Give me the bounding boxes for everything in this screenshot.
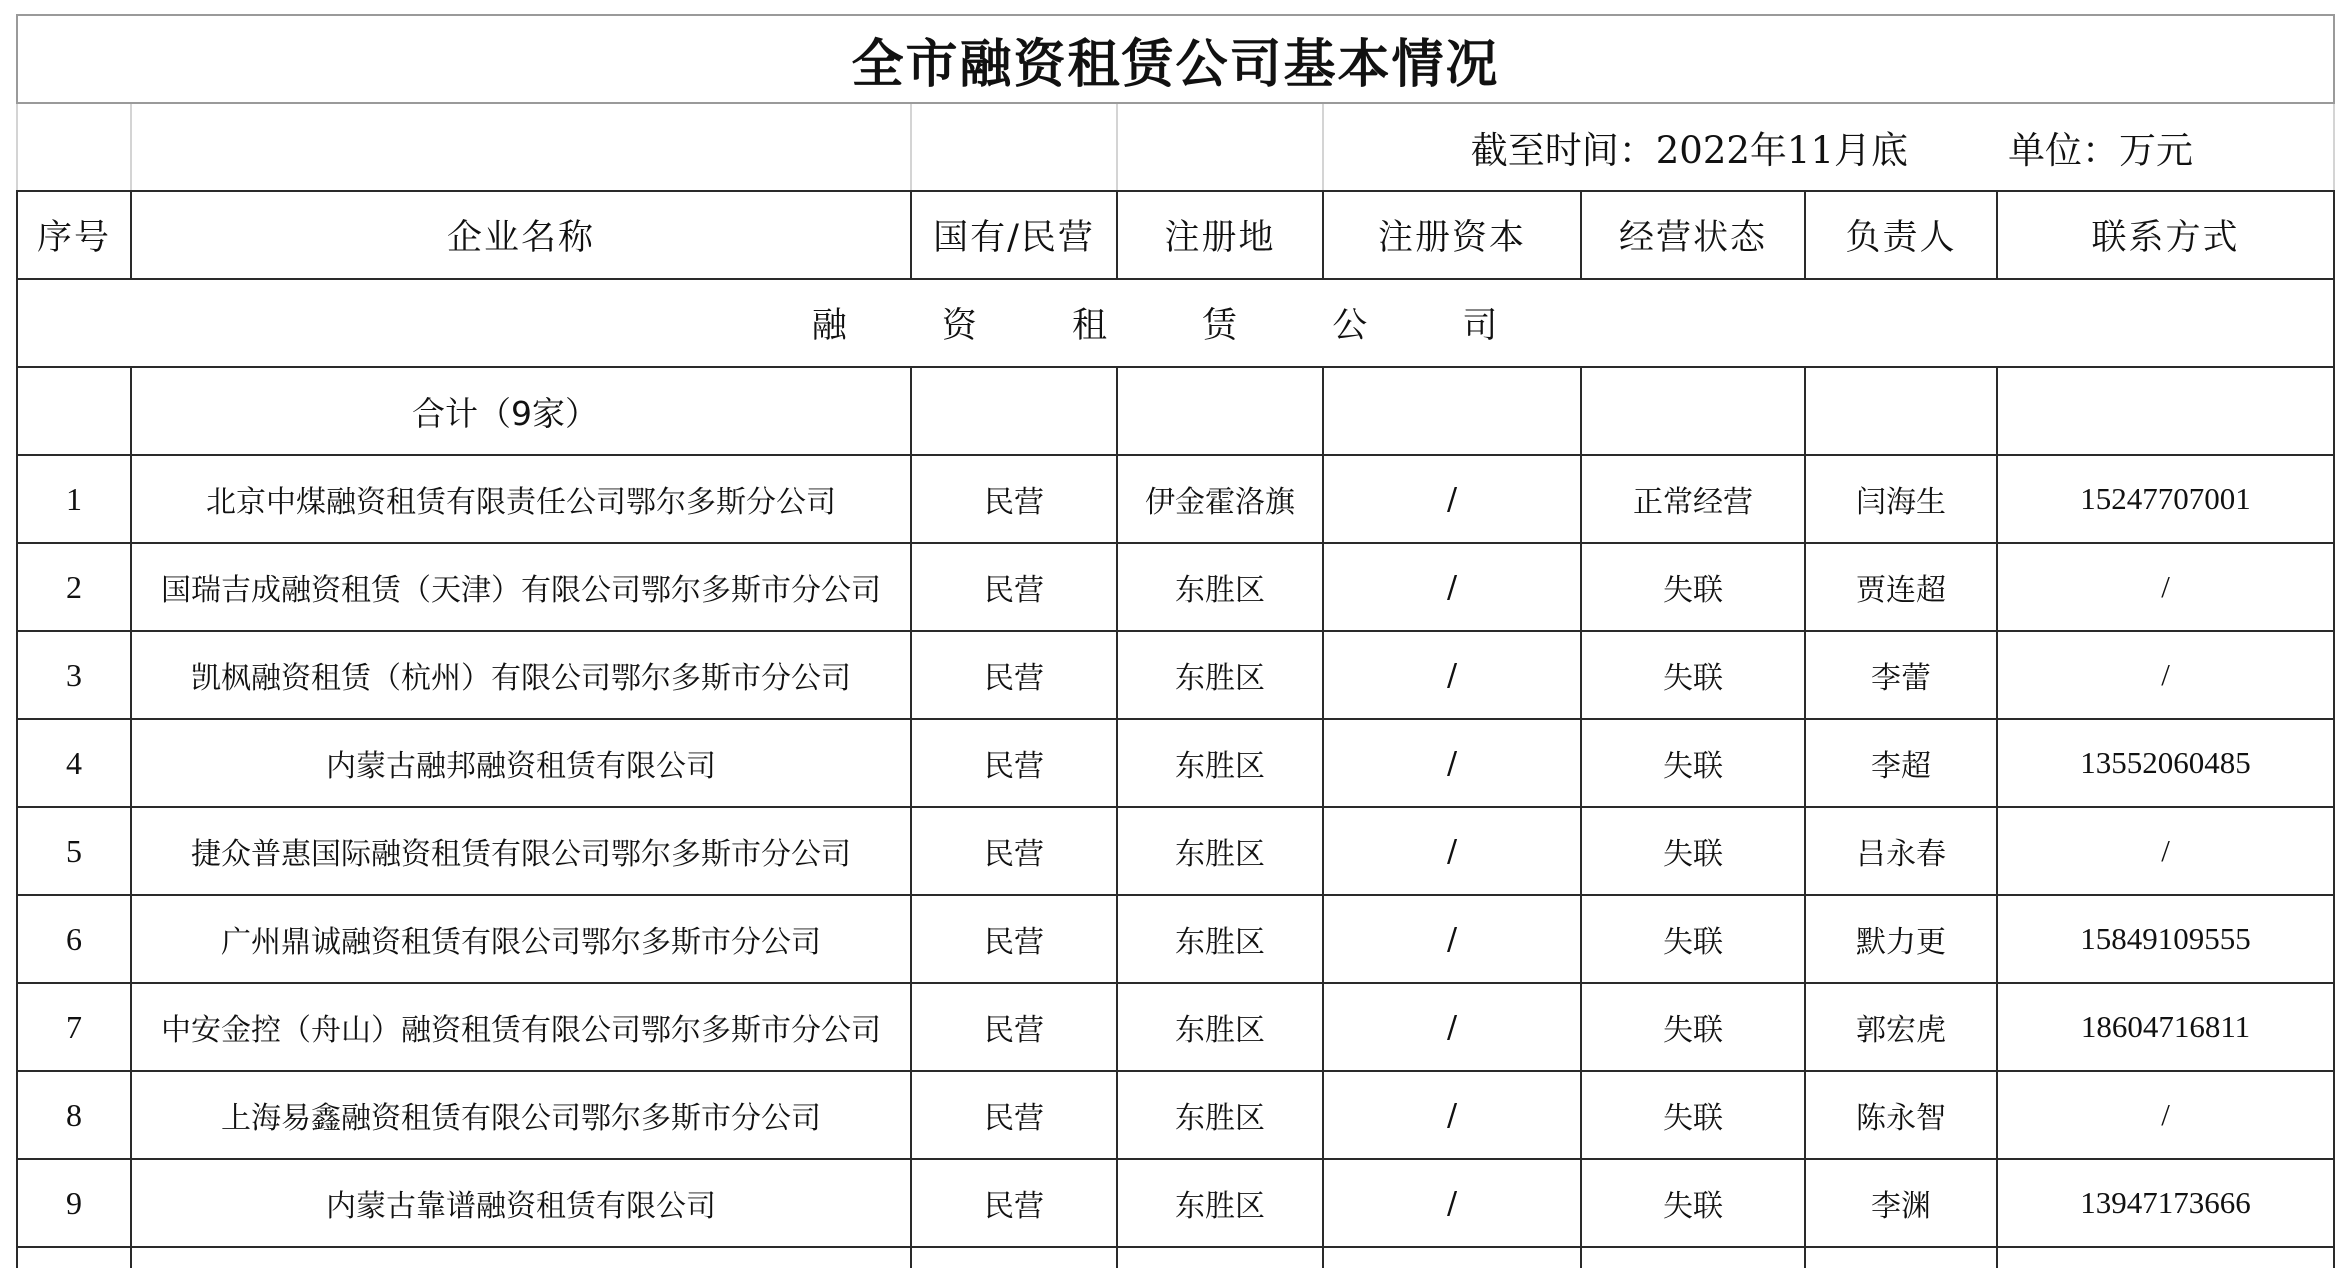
- empty-cell: [1323, 1247, 1581, 1268]
- seq-cell: 4: [17, 719, 131, 807]
- company-name-cell: 凯枫融资租赁（杭州）有限公司鄂尔多斯市分公司: [131, 631, 911, 719]
- empty-cell: [1117, 1247, 1323, 1268]
- contact-cell: 15247707001: [1997, 455, 2334, 543]
- seq-cell: 9: [17, 1159, 131, 1247]
- capital-cell: /: [1323, 631, 1581, 719]
- empty-cell: [911, 1247, 1117, 1268]
- empty-cell: [131, 1247, 911, 1268]
- capital-cell: /: [1323, 455, 1581, 543]
- column-header: 经营状态: [1581, 191, 1805, 279]
- status-cell: 失联: [1581, 983, 1805, 1071]
- empty-cell: [17, 1247, 131, 1268]
- seq-cell: 1: [17, 455, 131, 543]
- ownership-cell: 民营: [911, 1159, 1117, 1247]
- capital-cell: /: [1323, 895, 1581, 983]
- table-row: [17, 807, 2334, 895]
- ownership-cell: 民营: [911, 1071, 1117, 1159]
- status-cell: 失联: [1581, 1159, 1805, 1247]
- person-cell: 陈永智: [1805, 1071, 1997, 1159]
- company-name-cell: 国瑞吉成融资租赁（天津）有限公司鄂尔多斯市分公司: [131, 543, 911, 631]
- status-cell: 正常经营: [1581, 455, 1805, 543]
- company-name-cell: 中安金控（舟山）融资租赁有限公司鄂尔多斯市分公司: [131, 983, 911, 1071]
- empty-cell: [17, 103, 131, 191]
- table-row: [17, 631, 2334, 719]
- person-cell: 吕永春: [1805, 807, 1997, 895]
- location-cell: 东胜区: [1117, 983, 1323, 1071]
- header-row: [17, 191, 2334, 279]
- company-name-cell: 北京中煤融资租赁有限责任公司鄂尔多斯分公司: [131, 455, 911, 543]
- location-cell: 东胜区: [1117, 719, 1323, 807]
- person-cell: 李蕾: [1805, 631, 1997, 719]
- ownership-cell: 民营: [911, 631, 1117, 719]
- table-row: [17, 719, 2334, 807]
- capital-cell: /: [1323, 543, 1581, 631]
- person-cell: 李渊: [1805, 1159, 1997, 1247]
- status-cell: 失联: [1581, 719, 1805, 807]
- company-table: [16, 14, 2335, 1268]
- info-cell: [1323, 103, 2334, 191]
- ownership-cell: 民营: [911, 983, 1117, 1071]
- contact-cell: /: [1997, 543, 2334, 631]
- table-row: [17, 1071, 2334, 1159]
- capital-cell: /: [1323, 807, 1581, 895]
- contact-cell: 13552060485: [1997, 719, 2334, 807]
- seq-cell: 6: [17, 895, 131, 983]
- column-header: 注册地: [1117, 191, 1323, 279]
- empty-cell: [1997, 367, 2334, 455]
- empty-cell: [911, 367, 1117, 455]
- ownership-cell: 民营: [911, 807, 1117, 895]
- company-name-cell: 捷众普惠国际融资租赁有限公司鄂尔多斯市分公司: [131, 807, 911, 895]
- seq-cell: 7: [17, 983, 131, 1071]
- contact-cell: 15849109555: [1997, 895, 2334, 983]
- ownership-cell: 民营: [911, 719, 1117, 807]
- empty-cell: [131, 103, 911, 191]
- contact-cell: /: [1997, 807, 2334, 895]
- location-cell: 东胜区: [1117, 1159, 1323, 1247]
- empty-cell: [17, 367, 131, 455]
- total-row: [17, 367, 2334, 455]
- capital-cell: /: [1323, 983, 1581, 1071]
- column-header: 联系方式: [1997, 191, 2334, 279]
- capital-cell: /: [1323, 719, 1581, 807]
- contact-cell: /: [1997, 631, 2334, 719]
- table-row: [17, 895, 2334, 983]
- empty-cell: [1117, 367, 1323, 455]
- status-cell: 失联: [1581, 1071, 1805, 1159]
- total-label: 合计（9家）: [131, 367, 911, 455]
- column-header: 注册资本: [1323, 191, 1581, 279]
- page-title: 全市融资租赁公司基本情况: [17, 15, 2334, 103]
- ownership-cell: 民营: [911, 543, 1117, 631]
- table-tail: [17, 1247, 2334, 1268]
- contact-cell: 18604716811: [1997, 983, 2334, 1071]
- table-row: [17, 983, 2334, 1071]
- location-cell: 东胜区: [1117, 543, 1323, 631]
- section-title: 融 资 租 赁 公 司: [17, 279, 2334, 367]
- empty-cell: [1997, 1247, 2334, 1268]
- column-header: 国有/民营: [911, 191, 1117, 279]
- seq-cell: 2: [17, 543, 131, 631]
- empty-cell: [1581, 1247, 1805, 1268]
- capital-cell: /: [1323, 1159, 1581, 1247]
- column-header: 负责人: [1805, 191, 1997, 279]
- location-cell: 东胜区: [1117, 895, 1323, 983]
- location-cell: 东胜区: [1117, 1071, 1323, 1159]
- company-name-cell: 内蒙古融邦融资租赁有限公司: [131, 719, 911, 807]
- seq-cell: 8: [17, 1071, 131, 1159]
- location-cell: 伊金霍洛旗: [1117, 455, 1323, 543]
- table-row: [17, 455, 2334, 543]
- empty-cell: [1117, 103, 1323, 191]
- seq-cell: 3: [17, 631, 131, 719]
- location-cell: 东胜区: [1117, 631, 1323, 719]
- empty-cell: [1805, 367, 1997, 455]
- empty-cell: [1581, 367, 1805, 455]
- table-row: [17, 543, 2334, 631]
- table-row: [17, 1159, 2334, 1247]
- status-cell: 失联: [1581, 807, 1805, 895]
- status-cell: 失联: [1581, 543, 1805, 631]
- column-header: 企业名称: [131, 191, 911, 279]
- person-cell: 贾连超: [1805, 543, 1997, 631]
- contact-cell: /: [1997, 1071, 2334, 1159]
- capital-cell: /: [1323, 1071, 1581, 1159]
- ownership-cell: 民营: [911, 455, 1117, 543]
- company-name-cell: 广州鼎诚融资租赁有限公司鄂尔多斯市分公司: [131, 895, 911, 983]
- empty-cell: [911, 103, 1117, 191]
- as-of-date: 截至时间：2022年11月底: [1470, 129, 1909, 172]
- person-cell: 李超: [1805, 719, 1997, 807]
- seq-cell: 5: [17, 807, 131, 895]
- status-cell: 失联: [1581, 895, 1805, 983]
- person-cell: 闫海生: [1805, 455, 1997, 543]
- unit-label: 单位：万元: [2008, 129, 2194, 172]
- contact-cell: 13947173666: [1997, 1159, 2334, 1247]
- ownership-cell: 民营: [911, 895, 1117, 983]
- column-header: 序号: [17, 191, 131, 279]
- company-name-cell: 内蒙古靠谱融资租赁有限公司: [131, 1159, 911, 1247]
- location-cell: 东胜区: [1117, 807, 1323, 895]
- company-name-cell: 上海易鑫融资租赁有限公司鄂尔多斯市分公司: [131, 1071, 911, 1159]
- status-cell: 失联: [1581, 631, 1805, 719]
- empty-cell: [1805, 1247, 1997, 1268]
- person-cell: 默力更: [1805, 895, 1997, 983]
- person-cell: 郭宏虎: [1805, 983, 1997, 1071]
- empty-cell: [1323, 367, 1581, 455]
